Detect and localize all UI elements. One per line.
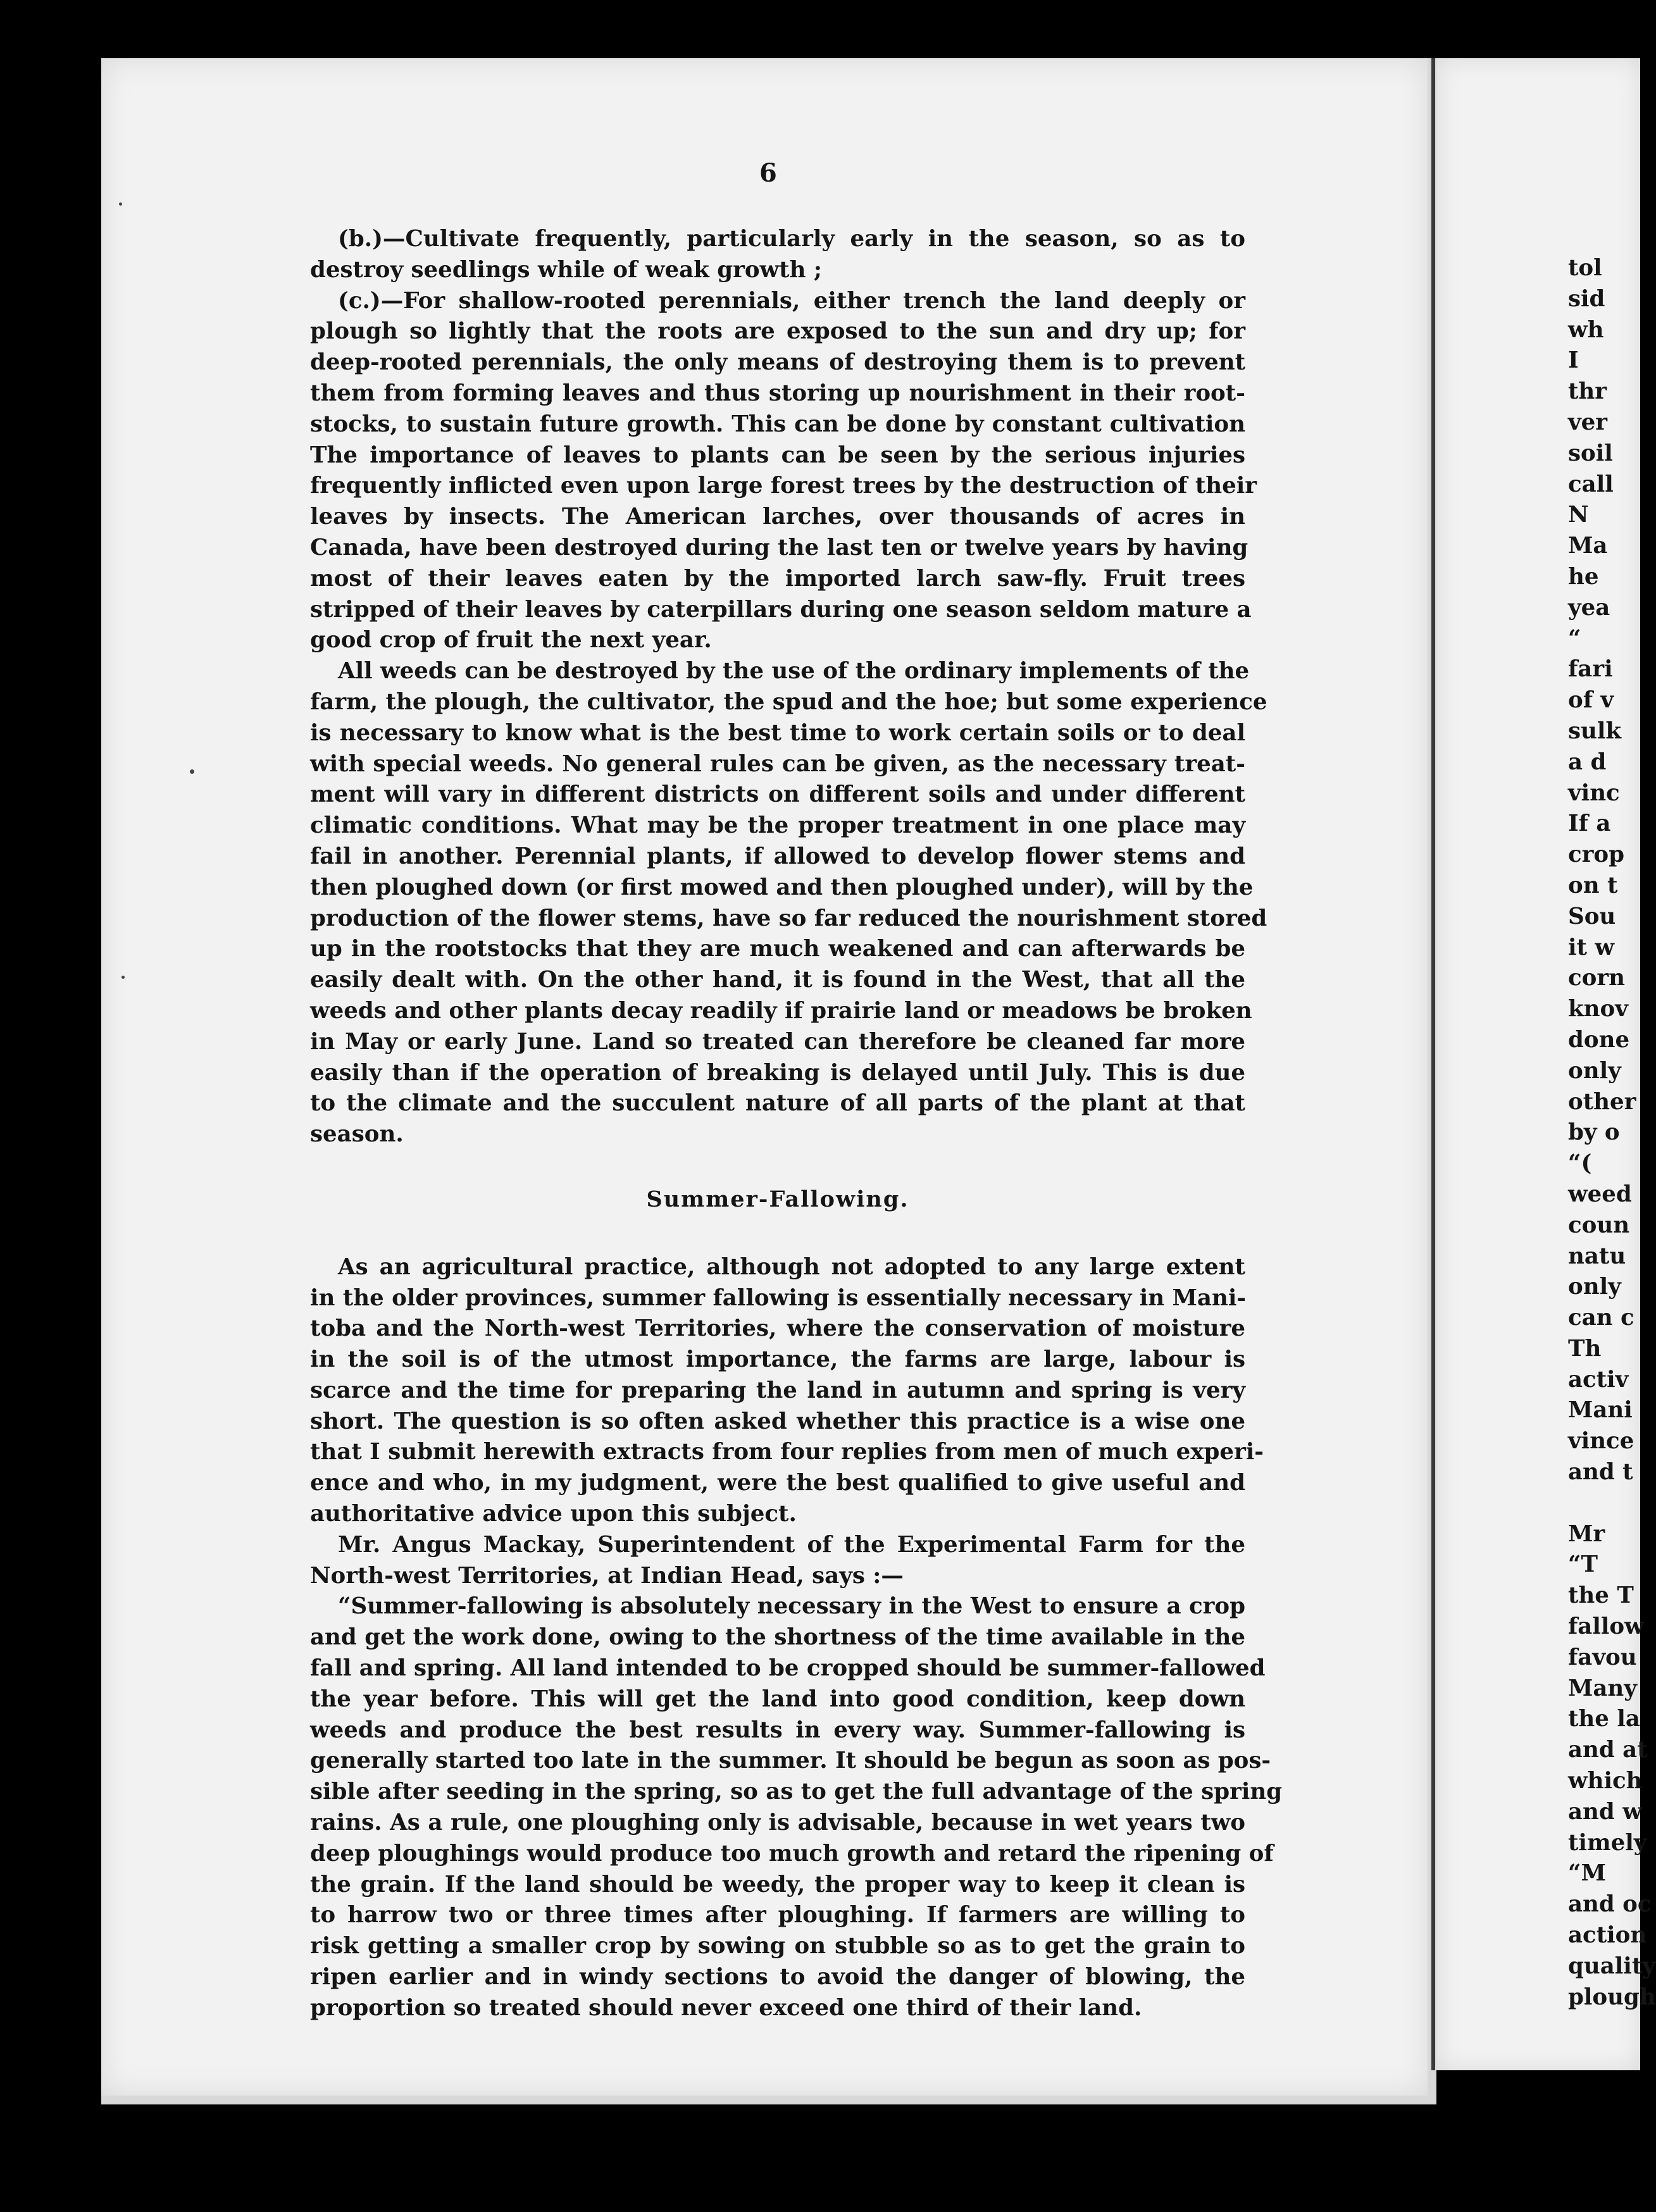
right-page-fragment: Many	[1568, 1675, 1637, 1701]
right-page-fragment: the T	[1568, 1582, 1634, 1609]
text-line: (c.)—For shallow-rooted perennials, either trench the land deeply or	[338, 287, 1245, 314]
right-page-fragment: Th	[1568, 1335, 1602, 1362]
text-line: destroy seedlings while of weak growth ;	[310, 256, 823, 283]
text-line: in the soil is of the utmost importance, the farms are large, labour is	[310, 1346, 1245, 1373]
text-line: deep-rooted perennials, the only means of destroying them is to prevent	[310, 349, 1245, 376]
right-page-fragment: “T	[1568, 1551, 1598, 1578]
text-line: toba and the North-west Territories, where the conservation of moisture	[310, 1315, 1245, 1342]
text-line: up in the rootstocks that they are much weakened and can afterwards be	[310, 936, 1245, 962]
right-page-fragment: fallow	[1568, 1613, 1644, 1640]
right-page-fragment: timely	[1568, 1829, 1647, 1856]
text-line: weeds and other plants decay readily if prairie land or meadows be broken	[310, 997, 1252, 1024]
right-page-fragment: can c	[1568, 1305, 1634, 1331]
text-line: North-west Territories, at Indian Head, says :—	[310, 1562, 904, 1589]
text-line: fail in another. Perennial plants, if allowed to develop flower stems and	[310, 843, 1245, 869]
text-line: ripen earlier and in windy sections to avoid the danger of blowing, the	[310, 1964, 1245, 1991]
text-line: them from forming leaves and thus storing up nourishment in their root-	[310, 380, 1245, 406]
text-line: leaves by insects. The American larches, over thousands of acres in	[310, 504, 1245, 530]
section-heading: Summer-Fallowing.	[646, 1186, 909, 1212]
text-line: that I submit herewith extracts from four replies from men of much experi-	[310, 1439, 1264, 1465]
right-page-fragment: of v	[1568, 687, 1614, 714]
right-page-fragment	[1568, 1488, 1656, 1519]
scan-speck	[121, 976, 125, 979]
right-page-fragment: coun	[1568, 1212, 1630, 1238]
page-body	[310, 224, 1283, 2024]
right-page-fragment: thr	[1568, 378, 1607, 405]
right-page-fragment: and at	[1568, 1737, 1648, 1763]
text-line: ment will vary in different districts on different soils and under different	[310, 781, 1245, 808]
right-page-fragment: and w	[1568, 1798, 1642, 1825]
text-line: “Summer-fallowing is absolutely necessary in the West to ensure a crop	[338, 1593, 1245, 1620]
text-line: farm, the plough, the cultivator, the spud and the hoe; but some experience	[310, 688, 1267, 715]
right-page-fragment: activ	[1568, 1366, 1629, 1393]
text-line: the grain. If the land should be weedy, the proper way to keep it clean is	[310, 1871, 1245, 1898]
right-page-fragment: it w	[1568, 934, 1614, 960]
text-line: risk getting a smaller crop by sowing on stubble so as to get the grain to	[310, 1933, 1245, 1960]
right-page-fragment: N	[1568, 502, 1589, 528]
paragraph-group-weeds	[310, 224, 1267, 1150]
text-line: short. The question is so often asked whether this practice is a wise one	[310, 1408, 1245, 1434]
text-line: with special weeds. No general rules can be given, as the necessary treat-	[310, 750, 1245, 777]
right-page-fragment: by o	[1568, 1119, 1620, 1146]
right-page-fragment: ver	[1568, 409, 1608, 435]
text-line: stocks, to sustain future growth. This can be done by constant cultivation	[310, 411, 1245, 437]
text-line: scarce and the time for preparing the land in autumn and spring is very	[310, 1377, 1245, 1403]
right-page-fragment: done	[1568, 1026, 1630, 1053]
text-line: Canada, have been destroyed during the last ten or twelve years by having	[310, 534, 1248, 561]
text-line: sible after seeding in the spring, so as to get the full advantage of the spring	[310, 1779, 1283, 1805]
right-page-fragment: favou	[1568, 1644, 1637, 1670]
text-line: to harrow two or three times after ploughing. If farmers are willing to	[310, 1902, 1245, 1929]
text-line: in May or early June. Land so treated can therefore be cleaned far more	[310, 1028, 1245, 1055]
text-line: most of their leaves eaten by the imported larch saw-fly. Fruit trees	[310, 565, 1245, 592]
right-page-fragment: natu	[1568, 1243, 1626, 1269]
right-page-fragment: plough	[1568, 1984, 1656, 2010]
right-page-fragment: Ma	[1568, 533, 1608, 559]
right-page-fragment: Mr	[1568, 1520, 1605, 1547]
text-line: plough so lightly that the roots are exposed to the sun and dry up; for	[310, 318, 1245, 345]
text-line: authoritative advice upon this subject.	[310, 1501, 797, 1527]
page-number: 6	[759, 158, 777, 188]
right-page-fragment: weed	[1568, 1181, 1632, 1207]
right-page-fragment: he	[1568, 563, 1599, 590]
text-line: All weeds can be destroyed by the use of the ordinary implements of the	[338, 658, 1250, 685]
text-line: weeds and produce the best results in every way. Summer-fallowing is	[310, 1717, 1245, 1743]
right-page-fragment: action	[1568, 1922, 1647, 1949]
right-page-fragment: tol	[1568, 255, 1602, 281]
right-page-fragment: crop	[1568, 842, 1625, 868]
text-line: rains. As a rule, one ploughing only is advisable, because in wet years two	[310, 1810, 1245, 1836]
text-line: to the climate and the succulent nature of all parts of the plant at that	[310, 1090, 1245, 1117]
text-line: the year before. This will get the land into good condition, keep down	[310, 1686, 1245, 1712]
right-page-fragment: on t	[1568, 872, 1618, 898]
text-line: The importance of leaves to plants can be seen by the serious injuries	[310, 442, 1245, 468]
text-line: then ploughed down (or first mowed and then ploughed under), will by the	[310, 874, 1254, 900]
right-page-fragment: Mani	[1568, 1397, 1633, 1424]
text-line: easily than if the operation of breaking is delayed until July. This is due	[310, 1059, 1245, 1086]
right-page-fragment: soil	[1568, 440, 1613, 466]
text-line: season.	[310, 1121, 404, 1148]
right-page-fragment: and t	[1568, 1459, 1633, 1486]
right-page-fragment: yea	[1568, 594, 1610, 621]
text-line: (b.)—Cultivate frequently, particularly early in the season, so as to	[338, 226, 1245, 252]
right-page-fragment: the la	[1568, 1706, 1640, 1732]
text-line: in the older provinces, summer fallowing is essentially necessary in Mani-	[310, 1284, 1247, 1311]
text-line: good crop of fruit the next year.	[310, 627, 712, 654]
right-page-fragment: only	[1568, 1274, 1621, 1300]
text-line: proportion so treated should never exceed one third of their land.	[310, 1994, 1142, 2021]
scan-speck	[190, 769, 194, 774]
text-line: production of the flower stems, have so far reduced the nourishment stored	[310, 905, 1267, 931]
page-gutter	[1431, 58, 1435, 2070]
right-page-fragment: “M	[1568, 1860, 1606, 1887]
text-line: ence and who, in my judgment, were the best qualified to give useful and	[310, 1470, 1245, 1496]
right-page-fragment: sulk	[1568, 718, 1622, 744]
text-line: easily dealt with. On the other hand, it is found in the West, that all the	[310, 967, 1245, 993]
right-page-fragment: quality	[1568, 1953, 1655, 1979]
right-page-fragment: a d	[1568, 749, 1607, 775]
text-line: frequently inflicted even upon large forest trees by the destruction of their	[310, 473, 1257, 499]
text-line: As an agricultural practice, although not adopted to any large extent	[338, 1253, 1245, 1280]
text-line: generally started too late in the summer. It should be begun as soon as pos-	[310, 1748, 1271, 1774]
right-page-fragment: which	[1568, 1768, 1643, 1794]
text-line: stripped of their leaves by caterpillars during one season seldom mature a	[310, 596, 1252, 623]
right-page-text-fragments	[1568, 253, 1656, 2013]
right-page-fragment: Sou	[1568, 903, 1616, 929]
text-line: deep ploughings would produce too much growth and retard the ripening of	[310, 1840, 1274, 1867]
right-page-fragment: and oc	[1568, 1891, 1652, 1918]
text-line: climatic conditions. What may be the proper treatment in one place may	[310, 812, 1245, 839]
right-page-fragment: sid	[1568, 285, 1605, 312]
right-page-fragment: only	[1568, 1057, 1621, 1084]
text-line: is necessary to know what is the best time to work certain soils or to deal	[310, 719, 1245, 746]
right-page-fragment: knov	[1568, 996, 1628, 1022]
text-line: fall and spring. All land intended to be cropped should be summer-fallowed	[310, 1655, 1266, 1682]
right-page-fragment: I	[1568, 347, 1579, 374]
right-page-fragment: “(	[1568, 1150, 1592, 1177]
text-line: and get the work done, owing to the shortness of the time available in the	[310, 1624, 1245, 1651]
right-page-fragment: corn	[1568, 965, 1626, 991]
right-page-fragment: wh	[1568, 316, 1604, 343]
text-line: Mr. Angus Mackay, Superintendent of the Experimental Farm for the	[338, 1531, 1245, 1558]
paragraph-group-summer-fallowing	[310, 1252, 1283, 2024]
scan-speck	[119, 202, 122, 206]
right-page-fragment: vince	[1568, 1428, 1634, 1455]
right-page-fragment: fari	[1568, 656, 1613, 683]
right-page-fragment: “	[1568, 625, 1581, 652]
right-page-fragment: call	[1568, 471, 1614, 497]
right-page-fragment: vinc	[1568, 780, 1620, 806]
right-page-fragment: If a	[1568, 811, 1611, 837]
right-page-fragment: other	[1568, 1088, 1636, 1115]
